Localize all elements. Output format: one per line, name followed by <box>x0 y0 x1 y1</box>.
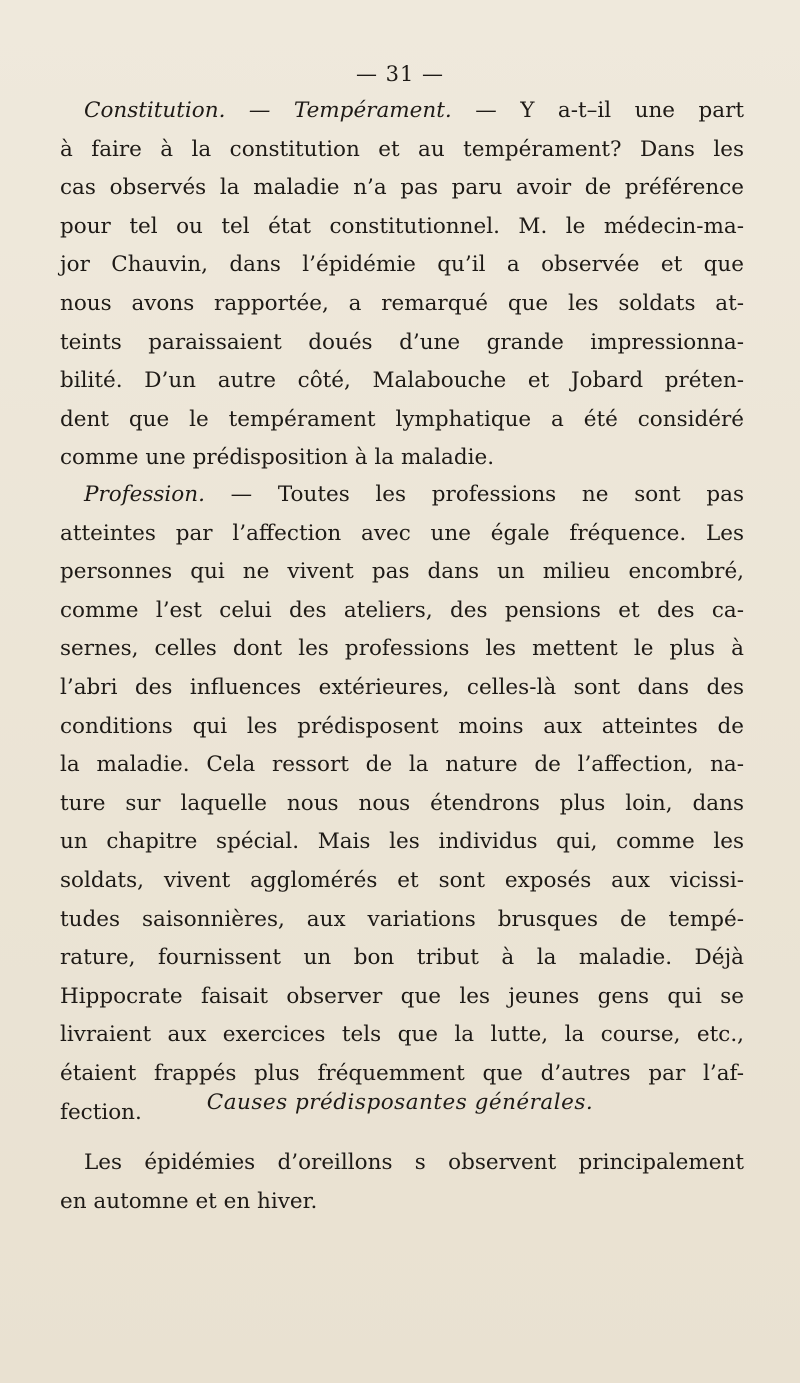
text-line: en automne et en hiver. <box>60 1188 318 1214</box>
text-line: dent que le tempérament lymphatique a été considéré <box>60 406 744 432</box>
text-line: jor Chauvin, dans l’épidémie qu’il a observée et que <box>60 252 744 278</box>
text-line: atteintes par l’affection avec une égale fréquence. Les <box>60 520 744 546</box>
text-line: la maladie. Cela ressort de la nature de l’affection, na- <box>60 752 744 778</box>
section-heading: Causes prédisposantes générales. <box>206 1090 594 1115</box>
text-line: sernes, celles dont les professions les mettent le plus à <box>60 636 744 662</box>
text-line: fection. <box>60 1099 142 1125</box>
text-line: à faire à la constitution et au tempérament? Dans les <box>60 136 744 162</box>
paragraph-seasons <box>60 1144 744 1221</box>
text-line: Constitution. — Tempérament. — Y a-t–il une part <box>84 98 744 123</box>
paragraph-constitution <box>60 92 744 478</box>
text-line: teints paraissaient doués d’une grande impressionna- <box>60 329 744 355</box>
text-line: Les épidémies d’oreillons s observent principalement <box>84 1150 744 1175</box>
text-line: étaient frappés plus fréquemment que d’autres par l’af- <box>60 1060 744 1086</box>
text-line: Hippocrate faisait observer que les jeunes gens qui se <box>60 983 744 1009</box>
text-line: ture sur laquelle nous nous étendrons plus loin, dans <box>60 790 744 816</box>
paragraph-profession <box>60 476 744 1132</box>
text-line: personnes qui ne vivent pas dans un milieu encombré, <box>60 559 744 585</box>
text-line: nous avons rapportée, a remarqué que les soldats at- <box>60 290 744 316</box>
text-line: tudes saisonnières, aux variations brusques de tempé- <box>60 906 744 932</box>
text-line: un chapitre spécial. Mais les individus qui, comme les <box>60 829 744 855</box>
text-line: livraient aux exercices tels que la lutte, la course, etc., <box>60 1022 744 1048</box>
text-line: cas observés la maladie n’a pas paru avoir de préférence <box>60 175 744 201</box>
text-line: conditions qui les prédisposent moins aux atteintes de <box>60 713 744 739</box>
text-line: Profession. — Toutes les professions ne sont pas <box>84 482 744 507</box>
text-line: rature, fournissent un bon tribut à la maladie. Déjà <box>60 945 744 971</box>
text-line: pour tel ou tel état constitutionnel. M. le médecin-ma- <box>60 213 744 239</box>
section-lead: Profession. <box>84 482 205 507</box>
section-lead: Constitution. — Tempérament. <box>84 98 452 123</box>
text-line: comme l’est celui des ateliers, des pensions et des ca- <box>60 597 744 623</box>
text-line: l’abri des influences extérieures, celles-là sont dans des <box>60 674 744 700</box>
text-line: soldats, vivent agglomérés et sont exposés aux vicissi- <box>60 867 744 893</box>
text-line: comme une prédisposition à la maladie. <box>60 445 495 471</box>
page-number: — 31 — <box>355 62 445 86</box>
text-line: bilité. D’un autre côté, Malabouche et Jobard préten- <box>60 368 744 394</box>
